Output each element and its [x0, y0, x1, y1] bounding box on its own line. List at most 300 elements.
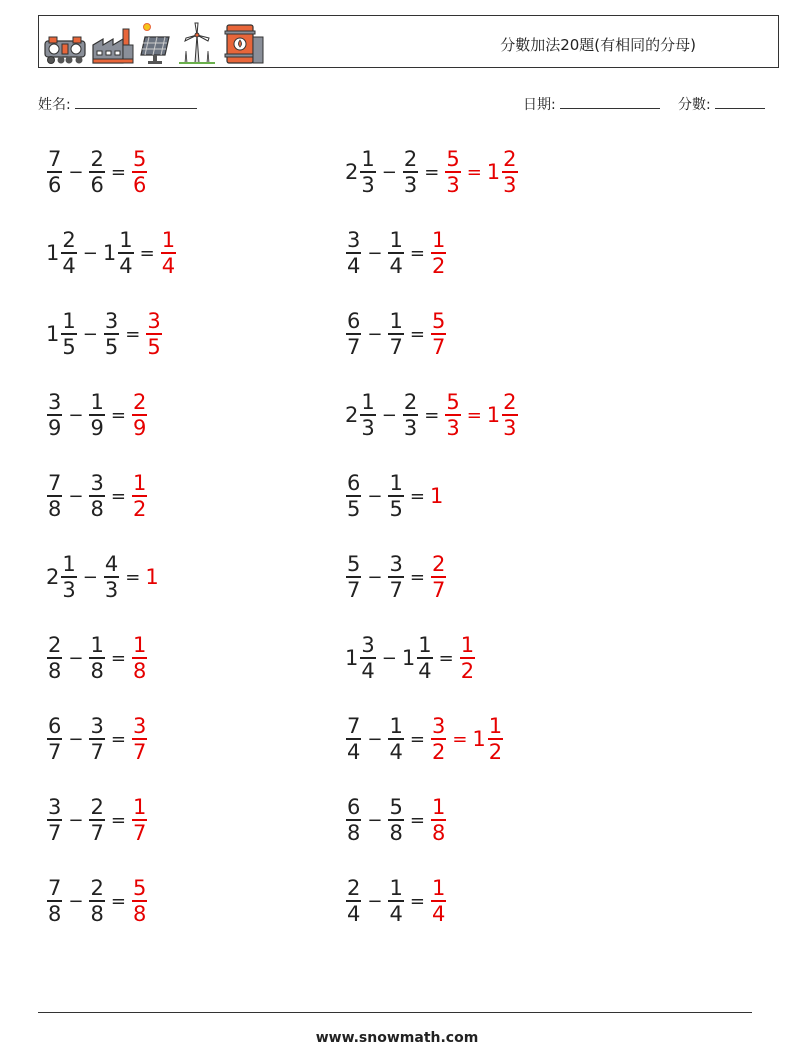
denominator: 8: [132, 658, 147, 683]
equals-sign: =: [409, 242, 425, 264]
equals-sign: =: [125, 323, 141, 345]
operand-b: [88, 796, 105, 844]
fraction: [502, 391, 517, 439]
fraction: [132, 148, 147, 196]
minus-sign: −: [68, 890, 84, 912]
score-field: [678, 94, 765, 114]
numerator: 2: [132, 390, 147, 415]
whole-number: 1: [145, 565, 159, 589]
problem-item: [345, 304, 447, 364]
problem-item: [46, 709, 148, 769]
denominator: 9: [48, 415, 62, 440]
operand-b: [387, 553, 404, 601]
fraction: [417, 634, 432, 682]
numerator: 3: [90, 714, 104, 739]
fraction: [89, 877, 104, 925]
answer-value: [145, 310, 162, 358]
equals-sign: =: [466, 404, 482, 426]
fraction: [346, 472, 361, 520]
equals-sign: =: [110, 404, 126, 426]
minus-sign: −: [367, 890, 383, 912]
operand-a: [345, 634, 377, 682]
numerator: 5: [132, 147, 147, 172]
problem-item: [345, 547, 447, 607]
answer-value: [131, 796, 148, 844]
minus-sign: −: [68, 404, 84, 426]
numerator: 1: [62, 309, 76, 334]
operand-a: [345, 310, 362, 358]
fraction: [403, 391, 418, 439]
answer: [430, 877, 447, 925]
operand-b: [387, 472, 404, 520]
operand-b: [103, 553, 120, 601]
problem-item: [46, 385, 148, 445]
answer-mixed: [472, 715, 504, 763]
wind-turbine-icon: [177, 21, 217, 65]
score-line[interactable]: [715, 95, 765, 109]
denominator: 3: [446, 172, 460, 197]
equals-sign: =: [110, 809, 126, 831]
answer: [131, 634, 148, 682]
denominator: 4: [62, 253, 76, 278]
fraction: [132, 472, 147, 520]
fraction: [460, 634, 475, 682]
operand-b: [387, 796, 404, 844]
fraction: [488, 715, 503, 763]
minus-sign: −: [68, 728, 84, 750]
fraction: [47, 391, 62, 439]
whole-number: 1: [46, 322, 60, 346]
equals-sign: =: [110, 485, 126, 507]
operand-a: [46, 391, 63, 439]
minus-sign: −: [367, 566, 383, 588]
denominator: 5: [147, 334, 161, 359]
denominator: 7: [90, 820, 104, 845]
operand-b: [402, 391, 419, 439]
denominator: 7: [48, 820, 62, 845]
numerator: 2: [503, 147, 517, 172]
numerator: 2: [90, 795, 104, 820]
denominator: 3: [446, 415, 460, 440]
whole-number: 2: [46, 565, 60, 589]
fraction: [161, 229, 176, 277]
minus-sign: −: [68, 647, 84, 669]
denominator: 7: [389, 577, 403, 602]
answer: [444, 148, 518, 196]
denominator: 3: [361, 415, 375, 440]
answer-value: [131, 148, 148, 196]
denominator: 7: [90, 739, 104, 764]
answer: [430, 484, 444, 508]
solar-panel-icon: [139, 21, 173, 65]
fraction: [502, 148, 517, 196]
numerator: 1: [132, 795, 147, 820]
answer-value: [430, 229, 447, 277]
fraction: [388, 796, 403, 844]
equals-sign: =: [110, 728, 126, 750]
fraction: [388, 877, 403, 925]
numerator: 5: [446, 147, 460, 172]
answer: [131, 472, 148, 520]
denominator: 8: [90, 901, 104, 926]
denominator: 8: [48, 658, 62, 683]
equals-sign: =: [409, 890, 425, 912]
denominator: 5: [389, 496, 403, 521]
answer-value: [131, 877, 148, 925]
operand-a: [46, 715, 63, 763]
fraction: [403, 148, 418, 196]
answer: [430, 229, 447, 277]
denominator: 7: [347, 334, 361, 359]
equals-sign: =: [424, 161, 440, 183]
answer-value: [145, 565, 159, 589]
answer: [145, 565, 159, 589]
minus-sign: −: [82, 566, 98, 588]
numerator: 1: [161, 228, 176, 253]
fraction: [47, 148, 62, 196]
denominator: 2: [431, 253, 446, 278]
denominator: 4: [389, 739, 403, 764]
numerator: 1: [488, 714, 503, 739]
fraction: [360, 634, 375, 682]
numerator: 1: [431, 795, 446, 820]
whole-number: 2: [345, 403, 359, 427]
operand-a: [345, 472, 362, 520]
answer: [145, 310, 162, 358]
fraction: [61, 310, 76, 358]
whole-number: 1: [486, 403, 501, 427]
problem-item: [46, 223, 177, 283]
answer-value: [131, 715, 148, 763]
fraction: [132, 634, 147, 682]
numerator: 3: [361, 633, 375, 658]
problem-item: [345, 871, 447, 931]
problem-item: [46, 871, 148, 931]
numerator: 1: [361, 147, 375, 172]
denominator: 7: [132, 820, 147, 845]
denominator: 3: [503, 172, 517, 197]
answer: [131, 148, 148, 196]
fraction: [445, 391, 460, 439]
denominator: 5: [104, 334, 119, 359]
minus-sign: −: [82, 242, 98, 264]
numerator: 1: [361, 390, 375, 415]
denominator: 4: [347, 739, 361, 764]
fraction: [360, 391, 375, 439]
numerator: 5: [389, 795, 403, 820]
problem-item: [345, 385, 519, 445]
locomotive-icon: [43, 35, 87, 65]
answer-value: [131, 391, 148, 439]
numerator: 1: [90, 633, 104, 658]
operand-a: [345, 148, 377, 196]
answer: [131, 715, 148, 763]
numerator: 1: [119, 228, 133, 253]
fraction: [89, 391, 104, 439]
denominator: 3: [403, 415, 418, 440]
equals-sign: =: [409, 809, 425, 831]
numerator: 6: [347, 795, 361, 820]
numerator: 7: [48, 147, 62, 172]
minus-sign: −: [367, 323, 383, 345]
answer-value: [430, 796, 447, 844]
name-field: [38, 94, 197, 114]
numerator: 7: [48, 876, 62, 901]
numerator: 6: [48, 714, 62, 739]
operand-a: [345, 715, 362, 763]
operand-b: [387, 310, 404, 358]
numerator: 1: [132, 471, 147, 496]
numerator: 5: [347, 552, 361, 577]
fraction: [47, 472, 62, 520]
equals-sign: =: [452, 728, 468, 750]
equals-sign: =: [110, 647, 126, 669]
answer-value: [131, 634, 148, 682]
whole-number: 2: [345, 160, 359, 184]
operand-a: [46, 472, 63, 520]
equals-sign: =: [110, 890, 126, 912]
operand-a: [46, 877, 63, 925]
operand-b: [387, 877, 404, 925]
denominator: 3: [403, 172, 418, 197]
fraction: [431, 553, 446, 601]
numerator: 1: [90, 390, 104, 415]
whole-number: 1: [46, 241, 60, 265]
numerator: 6: [347, 471, 361, 496]
problem-item: [46, 304, 163, 364]
answer: [131, 877, 148, 925]
fraction: [146, 310, 161, 358]
fraction: [47, 877, 62, 925]
operand-a: [46, 229, 78, 277]
factory-icon: [91, 25, 135, 65]
minus-sign: −: [68, 809, 84, 831]
operand-b: [88, 715, 105, 763]
answer: [430, 310, 447, 358]
operand-a: [345, 796, 362, 844]
whole-number: 1: [401, 646, 416, 670]
fraction: [346, 796, 361, 844]
numerator: 3: [104, 309, 119, 334]
whole-number: 1: [486, 160, 501, 184]
operand-a: [46, 796, 63, 844]
fraction: [47, 715, 62, 763]
fraction: [360, 148, 375, 196]
answer-value: [160, 229, 177, 277]
fraction: [104, 310, 119, 358]
operand-b: [103, 229, 135, 277]
whole-number: 1: [102, 241, 117, 265]
answer-value: [430, 310, 447, 358]
operand-a: [345, 229, 362, 277]
answer-mixed: [487, 148, 519, 196]
numerator: 1: [389, 471, 403, 496]
denominator: 6: [48, 172, 62, 197]
numerator: 1: [132, 633, 147, 658]
date-field: [523, 94, 660, 114]
answer: [444, 391, 518, 439]
denominator: 5: [62, 334, 76, 359]
denominator: 3: [361, 172, 375, 197]
denominator: 7: [132, 739, 147, 764]
operand-a: [46, 553, 78, 601]
numerator: 5: [431, 309, 446, 334]
operand-a: [46, 634, 63, 682]
problem-item: [46, 628, 148, 688]
denominator: 7: [347, 577, 361, 602]
denominator: 8: [431, 820, 446, 845]
numerator: 2: [403, 147, 418, 172]
fraction: [388, 553, 403, 601]
equals-sign: =: [125, 566, 141, 588]
minus-sign: −: [381, 404, 397, 426]
fraction: [388, 310, 403, 358]
name-label: 姓名:: [38, 97, 71, 113]
numerator: 7: [347, 714, 361, 739]
operand-b: [88, 634, 105, 682]
answer-mixed: [487, 391, 519, 439]
numerator: 2: [62, 228, 76, 253]
name-line[interactable]: [75, 95, 197, 109]
minus-sign: −: [367, 809, 383, 831]
numerator: 1: [431, 876, 446, 901]
denominator: 8: [90, 658, 104, 683]
numerator: 3: [431, 714, 446, 739]
numerator: 7: [48, 471, 62, 496]
equals-sign: =: [409, 323, 425, 345]
minus-sign: −: [82, 323, 98, 345]
denominator: 7: [389, 334, 403, 359]
numerator: 1: [389, 714, 403, 739]
minus-sign: −: [68, 485, 84, 507]
numerator: 2: [90, 876, 104, 901]
score-label: 分數:: [678, 97, 711, 113]
fraction: [89, 634, 104, 682]
problem-item: [345, 628, 476, 688]
whole-number: 1: [429, 484, 444, 508]
answer: [131, 391, 148, 439]
operand-b: [387, 229, 404, 277]
denominator: 8: [132, 901, 147, 926]
operand-b: [402, 634, 434, 682]
answer-value: [459, 634, 476, 682]
date-label: 日期:: [523, 97, 556, 113]
denominator: 8: [48, 496, 62, 521]
operand-a: [46, 148, 63, 196]
numerator: 5: [132, 876, 147, 901]
footer-divider: [38, 1012, 752, 1013]
whole-number: 1: [472, 727, 486, 751]
operand-a: [46, 310, 78, 358]
numerator: 1: [431, 228, 446, 253]
answer-value: [430, 715, 447, 763]
denominator: 4: [389, 253, 403, 278]
fraction: [47, 634, 62, 682]
whole-number: 1: [345, 646, 359, 670]
answer-value: [430, 553, 447, 601]
header-icons: [43, 21, 265, 65]
operand-a: [345, 877, 362, 925]
fraction: [132, 715, 147, 763]
fraction: [388, 472, 403, 520]
problem-item: [46, 142, 148, 202]
fraction: [104, 553, 119, 601]
problem-item: [345, 223, 447, 283]
fraction: [132, 391, 147, 439]
fraction: [89, 796, 104, 844]
fraction: [346, 310, 361, 358]
problem-item: [345, 142, 519, 202]
numerator: 2: [431, 552, 446, 577]
denominator: 6: [90, 172, 104, 197]
worksheet-header: [38, 15, 779, 68]
problem-item: [46, 547, 160, 607]
numerator: 1: [62, 552, 76, 577]
numerator: 2: [403, 390, 418, 415]
fraction: [89, 148, 104, 196]
answer: [160, 229, 177, 277]
numerator: 2: [503, 390, 517, 415]
fraction: [61, 553, 76, 601]
operand-b: [88, 877, 105, 925]
denominator: 2: [132, 496, 147, 521]
denominator: 4: [431, 901, 446, 926]
equals-sign: =: [409, 485, 425, 507]
answer: [430, 796, 447, 844]
denominator: 9: [90, 415, 104, 440]
numerator: 3: [48, 795, 62, 820]
minus-sign: −: [367, 242, 383, 264]
equals-sign: =: [409, 566, 425, 588]
fraction: [346, 877, 361, 925]
fraction: [132, 877, 147, 925]
answer-value: [430, 877, 447, 925]
answer: [459, 634, 476, 682]
equals-sign: =: [409, 728, 425, 750]
problem-item: [46, 790, 148, 850]
denominator: 8: [389, 820, 403, 845]
minus-sign: −: [381, 161, 397, 183]
denominator: 4: [389, 901, 403, 926]
denominator: 5: [347, 496, 361, 521]
numerator: 1: [389, 309, 403, 334]
equals-sign: =: [438, 647, 454, 669]
operand-b: [88, 391, 105, 439]
problem-item: [345, 466, 444, 526]
problem-item: [345, 709, 504, 769]
oil-barrel-icon: [221, 23, 265, 65]
numerator: 3: [389, 552, 403, 577]
date-line[interactable]: [560, 95, 660, 109]
denominator: 7: [431, 334, 446, 359]
fraction: [89, 715, 104, 763]
numerator: 5: [446, 390, 460, 415]
equals-sign: =: [424, 404, 440, 426]
equals-sign: =: [466, 161, 482, 183]
operand-b: [387, 715, 404, 763]
minus-sign: −: [68, 161, 84, 183]
fraction: [431, 796, 446, 844]
fraction: [346, 553, 361, 601]
denominator: 2: [488, 739, 503, 764]
numerator: 3: [147, 309, 161, 334]
fraction: [445, 148, 460, 196]
denominator: 4: [347, 253, 361, 278]
denominator: 3: [104, 577, 119, 602]
numerator: 2: [48, 633, 62, 658]
fraction: [61, 229, 76, 277]
numerator: 3: [132, 714, 147, 739]
